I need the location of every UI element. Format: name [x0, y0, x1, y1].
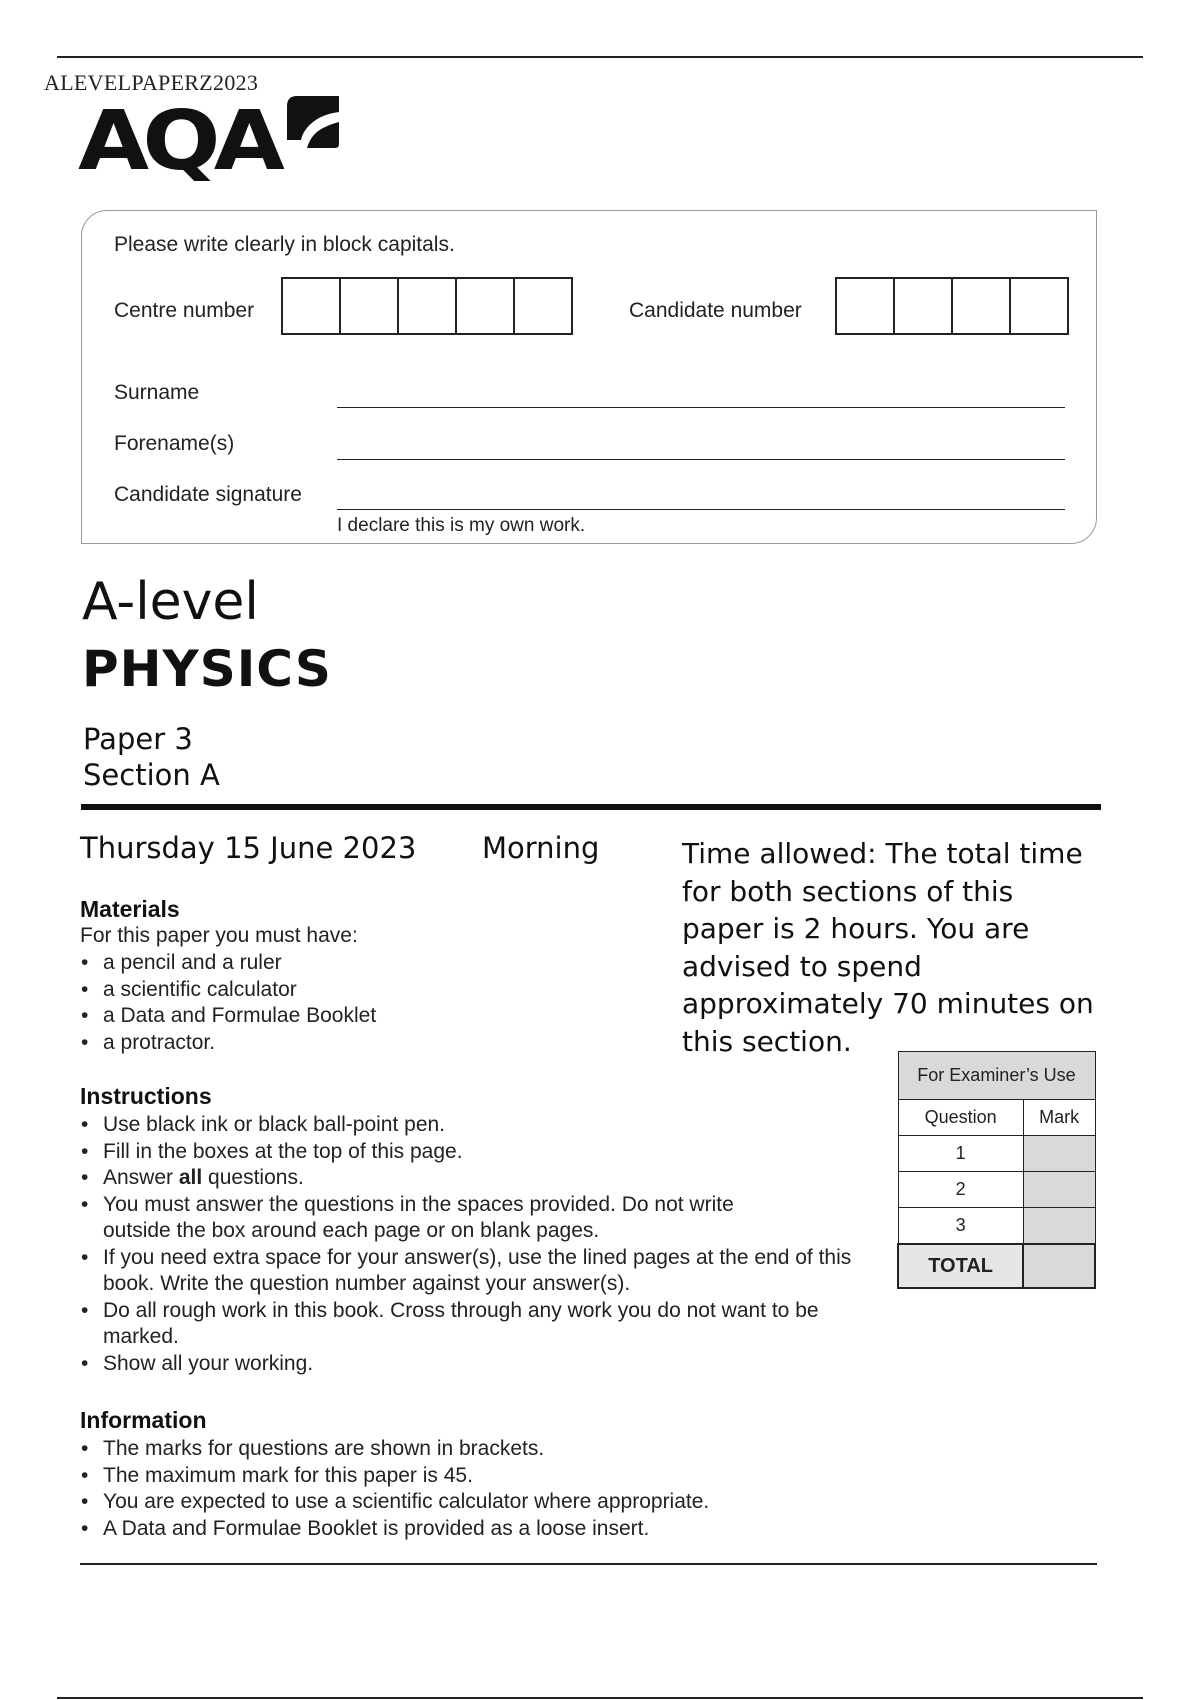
information-item: • The marks for questions are shown in brackets.	[80, 1436, 709, 1463]
time-allowed-text: Time allowed: The total time for both sections of this paper is 2 hours. You are advised to spend approximately 70 minutes on this section.	[682, 837, 1094, 1058]
centre-number-label: Centre number	[114, 299, 255, 322]
surname-label: Surname	[114, 381, 200, 404]
block-capitals-instruction: Please write clearly in block capitals.	[114, 233, 455, 256]
centre-number-digit[interactable]	[283, 279, 341, 333]
section-label: Section A	[83, 758, 220, 792]
instruction-item	[80, 1165, 903, 1192]
materials-item: • a Data and Formulae Booklet	[80, 1003, 376, 1030]
exam-session: Morning	[482, 831, 600, 865]
mark-cell	[1023, 1208, 1095, 1245]
materials-item: • a scientific calculator	[80, 977, 376, 1004]
total-label: TOTAL	[898, 1244, 1023, 1288]
forename-label: Forename(s)	[114, 432, 235, 455]
instruction-item: • You must answer the questions in the spaces provided. Do not write outside the box around each page or on blank pages.	[80, 1192, 803, 1245]
information-item: • A Data and Formulae Booklet is provided as a loose insert.	[80, 1516, 709, 1543]
candidate-details-box	[81, 210, 1097, 544]
paper-number: Paper 3	[83, 722, 193, 756]
question-number: 3	[898, 1208, 1023, 1245]
centre-number-digit[interactable]	[457, 279, 515, 333]
information-heading: Information	[80, 1407, 207, 1433]
materials-list	[80, 950, 376, 1056]
information-list	[80, 1436, 709, 1542]
materials-heading: Materials	[80, 896, 180, 922]
signature-label: Candidate signature	[114, 483, 302, 506]
information-item: • The maximum mark for this paper is 45.	[80, 1463, 709, 1490]
instruction-item: • If you need extra space for your answer(s), use the lined pages at the end of this book. Write the question number against your answer(s).	[80, 1245, 903, 1298]
bottom-rule	[57, 1697, 1143, 1699]
question-number: 2	[898, 1172, 1023, 1208]
instruction-emphasis: all	[178, 1166, 203, 1189]
aqa-logo-mark-icon	[283, 92, 343, 152]
question-column-header: Question	[898, 1100, 1023, 1136]
instruction-item: • Use black ink or black ball-point pen.	[80, 1112, 903, 1139]
forename-field[interactable]	[337, 459, 1065, 460]
centre-number-boxes	[281, 277, 573, 335]
candidate-number-digit[interactable]	[1011, 279, 1067, 333]
signature-field[interactable]	[337, 509, 1065, 510]
mark-cell	[1023, 1136, 1095, 1172]
information-divider	[80, 1563, 1097, 1565]
qualification-level: A-level	[82, 572, 259, 632]
instructions-heading: Instructions	[80, 1083, 212, 1109]
declaration-text: I declare this is my own work.	[337, 515, 586, 536]
materials-intro: For this paper you must have:	[80, 924, 358, 947]
mark-column-header: Mark	[1023, 1100, 1095, 1136]
instruction-item: • Fill in the boxes at the top of this page.	[80, 1139, 903, 1166]
aqa-logo-text: AQA	[78, 94, 279, 189]
mark-cell	[1023, 1172, 1095, 1208]
materials-item: • a protractor.	[80, 1030, 376, 1057]
candidate-number-boxes	[835, 277, 1069, 335]
instructions-list	[80, 1112, 903, 1377]
instruction-text: questions.	[202, 1166, 304, 1189]
candidate-number-digit[interactable]	[837, 279, 895, 333]
top-rule	[57, 56, 1143, 58]
watermark-text: ALEVELPAPERZ2023	[44, 70, 259, 95]
candidate-number-digit[interactable]	[953, 279, 1011, 333]
exam-date: Thursday 15 June 2023	[80, 831, 417, 865]
instruction-text: Answer	[103, 1166, 179, 1189]
materials-item: • a pencil and a ruler	[80, 950, 376, 977]
aqa-logo	[78, 92, 343, 188]
surname-field[interactable]	[337, 407, 1065, 408]
candidate-number-digit[interactable]	[895, 279, 953, 333]
subject-title: PHYSICS	[82, 640, 332, 698]
examiners-use-table	[897, 1051, 1096, 1289]
examiners-use-title: For Examiner’s Use	[898, 1052, 1095, 1100]
centre-number-digit[interactable]	[399, 279, 457, 333]
centre-number-digit[interactable]	[341, 279, 399, 333]
centre-number-digit[interactable]	[515, 279, 571, 333]
question-number: 1	[898, 1136, 1023, 1172]
information-item: • You are expected to use a scientific calculator where appropriate.	[80, 1489, 709, 1516]
candidate-number-label: Candidate number	[629, 299, 802, 322]
instruction-item: • Show all your working.	[80, 1351, 903, 1378]
total-mark-cell	[1023, 1244, 1095, 1288]
title-divider	[81, 804, 1101, 810]
instruction-item: • Do all rough work in this book. Cross through any work you do not want to be marked.	[80, 1298, 843, 1351]
